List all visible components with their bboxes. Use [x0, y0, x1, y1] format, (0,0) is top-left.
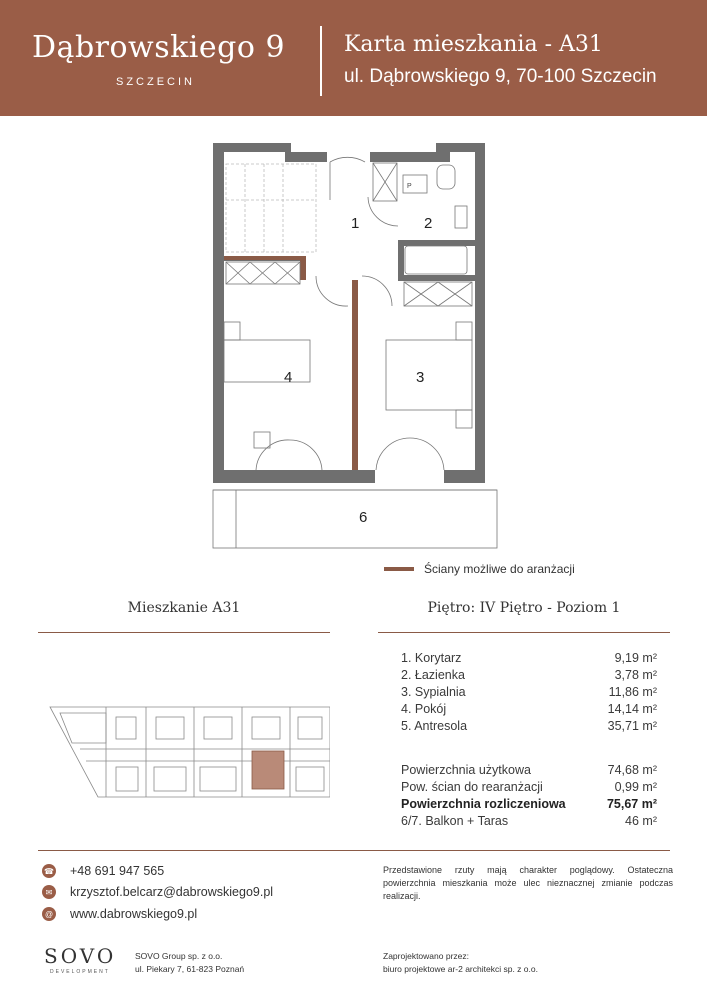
contact-phone[interactable]: ☎ +48 691 947 565 [42, 864, 164, 878]
room-row: 3. Sypialnia 11,86 m² [401, 685, 657, 699]
sovo-logo: SOVO [44, 944, 117, 968]
area-summary [401, 762, 657, 830]
legend [384, 562, 575, 576]
brand-city: SZCZECIN [116, 76, 195, 88]
apartment-title: Mieszkanie A31 [127, 600, 241, 616]
room-label-3: 3 [416, 369, 425, 386]
summary-row: Pow. ścian do rearanżacji 0,99 m² [401, 780, 657, 794]
apartment-divider [38, 632, 330, 633]
summary-row-total: Powierzchnia rozliczeniowa 75,67 m² [401, 797, 657, 811]
room-list [401, 650, 657, 735]
bath-mark: P [407, 183, 412, 190]
summary-row: Powierzchnia użytkowa 74,68 m² [401, 763, 657, 777]
email-icon: ✉ [42, 885, 56, 899]
at-icon: @ [42, 907, 56, 921]
address: ul. Dąbrowskiego 9, 70-100 Szczecin [344, 66, 657, 87]
apartment-highlight [252, 751, 284, 789]
room-row: 4. Pokój 14,14 m² [401, 702, 657, 716]
disclaimer: Przedstawione rzuty mają charakter poglądowy. Ostateczna powierzchnia mieszkania może ulec nieznacznej zmianie podczas realizacji. [383, 865, 673, 901]
brand-logo: Dąbrowskiego 9 [32, 30, 286, 65]
company-info: SOVO Group sp. z o.o. ul. Piekary 7, 61-823 Poznań [135, 951, 245, 974]
building-plan [46, 703, 330, 801]
room-label-2: 2 [424, 215, 433, 232]
sovo-logo-sub: DEVELOPMENT [50, 969, 110, 975]
phone-icon: ☎ [42, 864, 56, 878]
legend-label: Ściany możliwe do aranżacji [424, 562, 575, 576]
summary-row: 6/7. Balkon + Taras 46 m² [401, 814, 657, 828]
contact-website[interactable]: @ www.dabrowskiego9.pl [42, 907, 197, 921]
footer-divider [38, 850, 670, 851]
legend-swatch [384, 567, 414, 571]
floor-plan [0, 130, 707, 560]
room-row: 2. Łazienka 3,78 m² [401, 668, 657, 682]
room-label-4: 4 [284, 369, 293, 386]
contact-email[interactable]: ✉ krzysztof.belcarz@dabrowskiego9.pl [42, 885, 273, 899]
page-title: Karta mieszkania - A31 [344, 32, 603, 57]
header-divider [320, 26, 322, 96]
floor-divider [378, 632, 670, 633]
room-label-6: 6 [359, 509, 368, 526]
room-label-1: 1 [351, 215, 360, 232]
room-row: 5. Antresola 35,71 m² [401, 719, 657, 733]
floor-title: Piętro: IV Piętro - Poziom 1 [427, 600, 621, 616]
header [0, 0, 707, 116]
room-row: 1. Korytarz 9,19 m² [401, 651, 657, 665]
designer-info: Zaprojektowano przez: biuro projektowe ar-2 architekci sp. z o.o. [383, 951, 538, 974]
